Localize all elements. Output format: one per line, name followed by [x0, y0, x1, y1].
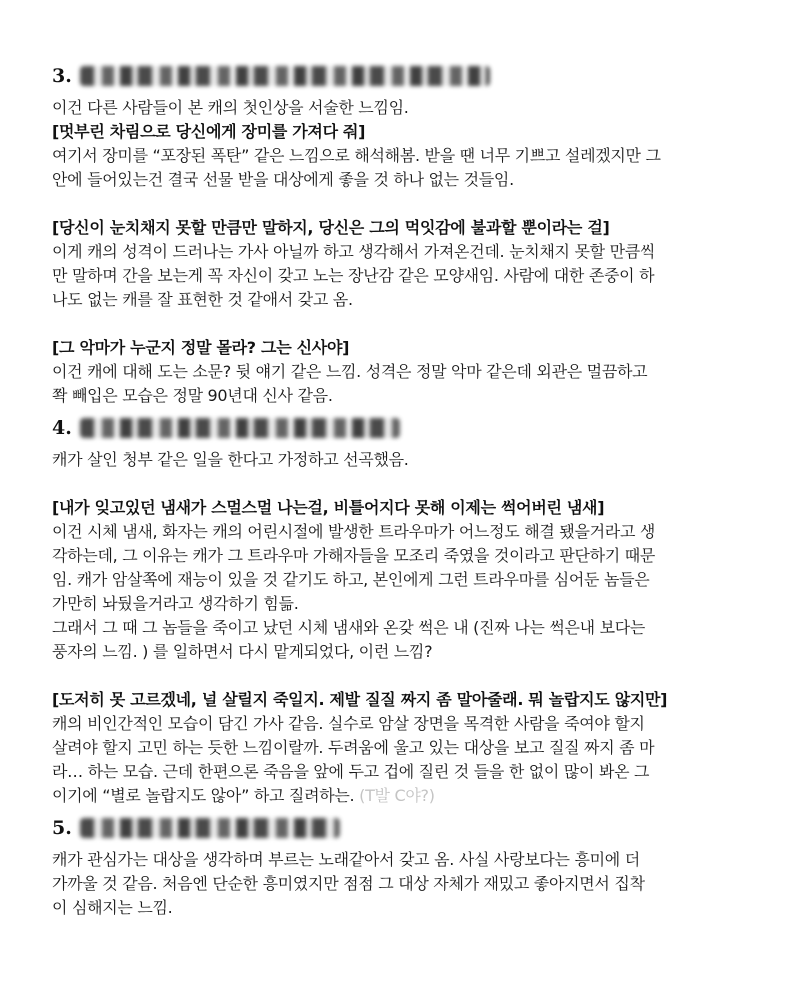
text-line — [52, 360, 752, 384]
lyric-quote — [52, 688, 752, 712]
line-text: 만 말하며 간을 보는게 꼭 자신이 갖고 노는 장난감 같은 모양새임. 사람에 대한 존중이 하 — [52, 266, 655, 285]
paragraph-gap — [52, 192, 752, 216]
line-text: 가만히 놔뒀을거라고 생각하기 힘듦. — [52, 594, 299, 613]
text-line — [52, 240, 752, 264]
line-text: [당신이 눈치채지 못할 만큼만 말하지, 당신은 그의 먹잇감에 불과할 뿐이라는 걸] — [52, 218, 610, 237]
line-text: 이건 캐에 대해 도는 소문? 뒷 얘기 같은 느낌. 성격은 정말 악마 같은데 외관은 멀끔하고 — [52, 362, 648, 381]
section-1 — [52, 56, 752, 408]
section-number: 5. — [52, 817, 72, 839]
line-text: 이기에 “별로 놀랍지도 않아” 하고 질려하는. — [52, 786, 355, 805]
line-text: 나도 없는 캐를 잘 표현한 것 같애서 갖고 옴. — [52, 290, 353, 309]
text-line — [52, 264, 752, 288]
line-text: [도저히 못 고르겠네, 널 살릴지 죽일지. 제발 질질 짜지 좀 말아줄래. 뭐 놀랍지도 않지만] — [52, 690, 668, 709]
lyric-quote — [52, 496, 752, 520]
text-line — [52, 872, 752, 896]
line-text: 안에 들어있는건 결국 선물 받을 대상에게 좋을 것 하나 없는 것들임. — [52, 170, 514, 189]
text-line — [52, 96, 752, 120]
text-line — [52, 144, 752, 168]
line-text: 캐가 관심가는 대상을 생각하며 부르는 노래같아서 갖고 옴. 사실 사랑보다는 흥미에 더 — [52, 850, 640, 869]
text-line — [52, 784, 752, 808]
line-text: 쫙 빼입은 모습은 정말 90년대 신사 같음. — [52, 386, 333, 405]
section-2 — [52, 408, 752, 808]
text-line — [52, 288, 752, 312]
line-text: 임. 캐가 암살쪽에 재능이 있을 것 같기도 하고, 본인에게 그런 트라우마를 심어둔 놈들은 — [52, 570, 650, 589]
section-heading — [52, 56, 752, 96]
text-line — [52, 520, 752, 544]
text-line — [52, 640, 752, 664]
text-line — [52, 760, 752, 784]
line-text: 여기서 장미를 “포장된 폭탄” 같은 느낌으로 해석해봄. 받을 땐 너무 기쁘고 설레겠지만 그 — [52, 146, 661, 165]
text-line — [52, 848, 752, 872]
text-line — [52, 896, 752, 920]
line-text: 이 심해지는 느낌. — [52, 898, 173, 917]
line-text: 각하는데, 그 이유는 캐가 그 트라우마 가해자들을 모조리 죽였을 것이라고 판단하기 때문 — [52, 546, 656, 565]
line-text: 그래서 그 때 그 놈들을 죽이고 났던 시체 냄새와 온갖 썩은 내 (진짜 나는 썩은내 보다는 — [52, 618, 646, 637]
section-number: 3. — [52, 65, 72, 87]
line-text: 가까울 것 같음. 처음엔 단순한 흥미였지만 점점 그 대상 자체가 재밌고 좋아지면서 집착 — [52, 874, 645, 893]
redacted-song-title — [80, 66, 490, 86]
redacted-song-title — [80, 418, 400, 438]
paragraph-gap — [52, 312, 752, 336]
paragraph-gap — [52, 472, 752, 496]
text-line — [52, 384, 752, 408]
line-text: 풍자의 느낌. ) 를 일하면서 다시 맡게되었다, 이런 느낌? — [52, 642, 433, 661]
text-line — [52, 568, 752, 592]
section-heading — [52, 808, 752, 848]
line-text: 이건 시체 냄새, 화자는 캐의 어린시절에 발생한 트라우마가 어느정도 해결 됐을거라고 생 — [52, 522, 656, 541]
line-text: 이게 캐의 성격이 드러나는 가사 아닐까 하고 생각해서 가져온건데. 눈치채지 못할 만큼씩 — [52, 242, 656, 261]
text-line — [52, 736, 752, 760]
text-line — [52, 544, 752, 568]
paragraph-gap — [52, 664, 752, 688]
text-line — [52, 712, 752, 736]
lyric-quote — [52, 216, 752, 240]
text-line — [52, 592, 752, 616]
line-text: 캐가 살인 청부 같은 일을 한다고 가정하고 선곡했음. — [52, 450, 409, 469]
text-line — [52, 616, 752, 640]
line-text: 이건 다른 사람들이 본 캐의 첫인상을 서술한 느낌임. — [52, 98, 409, 117]
line-text: 캐의 비인간적인 모습이 담긴 가사 같음. 실수로 암살 장면을 목격한 사람을 죽여야 할지 — [52, 714, 645, 733]
text-line — [52, 448, 752, 472]
line-text: 라… 하는 모습. 근데 한편으론 죽음을 앞에 두고 겁에 질린 것 들을 한 없이 많이 봐온 그 — [52, 762, 650, 781]
faint-aside: (T발 C야?) — [354, 786, 435, 805]
document-page — [52, 56, 752, 920]
line-text: [그 악마가 누군지 정말 몰라? 그는 신사야] — [52, 338, 350, 357]
section-heading — [52, 408, 752, 448]
lyric-quote — [52, 336, 752, 360]
lyric-quote — [52, 120, 752, 144]
redacted-song-title — [80, 818, 340, 838]
line-text: [멋부린 차림으로 당신에게 장미를 가져다 줘] — [52, 122, 366, 141]
section-number: 4. — [52, 417, 72, 439]
line-text: [내가 잊고있던 냄새가 스멀스멀 나는걸, 비틀어지다 못해 이제는 썩어버린 냄새] — [52, 498, 605, 517]
section-3 — [52, 808, 752, 920]
line-text: 살려야 할지 고민 하는 듯한 느낌이랄까. 두려움에 울고 있는 대상을 보고 질질 짜지 좀 마 — [52, 738, 655, 757]
text-line — [52, 168, 752, 192]
